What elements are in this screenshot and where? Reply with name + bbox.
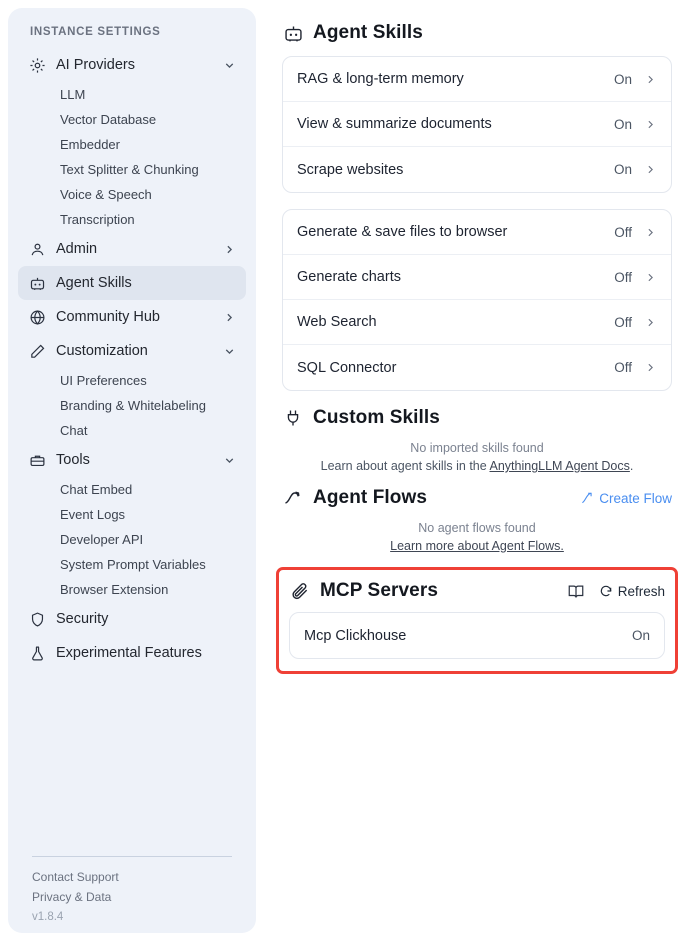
privacy-data-link[interactable]: Privacy & Data	[32, 890, 112, 904]
chevron-right-icon	[644, 316, 657, 329]
sidebar-footer	[18, 856, 246, 925]
footer-divider	[32, 856, 232, 857]
sidebar-subitem-embedder[interactable]: Embedder	[60, 137, 120, 152]
refresh-mcp-button[interactable]	[599, 584, 665, 599]
skill-state: Off	[614, 224, 632, 240]
refresh-icon	[599, 584, 613, 598]
chevron-down-icon	[222, 58, 236, 72]
sidebar-item-tools[interactable]	[18, 443, 246, 477]
chevron-down-icon	[222, 453, 236, 467]
sidebar-subitem-branding[interactable]: Branding & Whitelabeling	[60, 398, 206, 413]
custom-skills-title: Custom Skills	[313, 407, 440, 428]
skill-name: Generate charts	[297, 269, 401, 285]
custom-skills-learn	[282, 459, 672, 473]
skill-state: Off	[614, 269, 632, 285]
agent-flows-empty: No agent flows found	[418, 521, 536, 535]
shield-icon	[28, 610, 46, 628]
skill-row-rag-memory[interactable]	[283, 57, 671, 102]
sidebar-item-label: AI Providers	[56, 57, 135, 73]
chevron-right-icon	[644, 73, 657, 86]
skill-row-scrape-websites[interactable]	[283, 147, 671, 192]
create-flow-label: Create Flow	[599, 490, 672, 506]
sidebar-subitem-chat[interactable]: Chat	[60, 423, 88, 438]
sidebar-subitem-developer-api[interactable]: Developer API	[60, 532, 144, 547]
sidebar-subitem-event-logs[interactable]: Event Logs	[60, 507, 126, 522]
sidebar-subitem-vector-database[interactable]: Vector Database	[60, 112, 157, 127]
agent-flows-header	[282, 487, 672, 509]
custom-skills-learn-prefix: Learn about agent skills in the	[320, 459, 490, 473]
mcp-servers-list	[289, 612, 665, 659]
sidebar-group-customization	[18, 334, 246, 443]
main-content	[264, 0, 690, 933]
mcp-server-state: On	[631, 628, 650, 643]
sidebar-item-ai-providers[interactable]	[18, 48, 246, 82]
chevron-right-icon	[644, 361, 657, 374]
sidebar-item-agent-skills[interactable]	[18, 266, 246, 300]
sidebar-subitem-transcription[interactable]: Transcription	[60, 212, 135, 227]
anythingllm-agent-docs-link[interactable]: AnythingLLM Agent Docs	[489, 459, 630, 473]
sidebar-group-ai-providers	[18, 48, 246, 232]
skill-state: Off	[614, 314, 632, 330]
admin-icon	[28, 240, 46, 258]
chevron-right-icon	[222, 310, 236, 324]
chevron-right-icon	[644, 226, 657, 239]
flask-icon	[28, 644, 46, 662]
sidebar-subitem-ui-preferences[interactable]: UI Preferences	[60, 373, 147, 388]
sidebar-item-community-hub[interactable]	[18, 300, 246, 334]
book-icon[interactable]	[567, 582, 585, 600]
pencil-icon	[28, 342, 46, 360]
sidebar-item-security[interactable]	[18, 602, 246, 636]
custom-skills-learn-suffix: .	[629, 459, 634, 473]
skill-name: SQL Connector	[297, 359, 397, 376]
sidebar-subitem-browser-extension[interactable]: Browser Extension	[60, 582, 169, 597]
version-label: v1.8.4	[32, 911, 64, 923]
skill-row-view-summarize[interactable]	[283, 102, 671, 147]
agent-skills-group-one	[282, 56, 672, 193]
skill-name: Scrape websites	[297, 161, 404, 178]
globe-icon	[28, 308, 46, 326]
flow-icon	[282, 487, 304, 509]
sidebar-subitem-llm[interactable]: LLM	[60, 87, 86, 102]
sidebar-item-customization[interactable]	[18, 334, 246, 368]
skill-name: Generate & save files to browser	[297, 224, 508, 240]
sidebar-title: INSTANCE SETTINGS	[30, 26, 161, 38]
sidebar-item-label: Admin	[56, 241, 98, 257]
agent-flows-learn	[282, 539, 672, 553]
mcp-servers-highlight	[276, 567, 678, 674]
chevron-down-icon	[222, 344, 236, 358]
skill-row-generate-charts[interactable]	[283, 255, 671, 300]
skill-state: On	[613, 162, 632, 177]
sidebar-subitem-chat-embed[interactable]: Chat Embed	[60, 482, 133, 497]
sidebar-item-label: Experimental Features	[56, 645, 202, 661]
mcp-servers-actions	[567, 582, 665, 600]
custom-skills-header	[282, 407, 672, 429]
skill-row-web-search[interactable]	[283, 300, 671, 345]
chevron-right-icon	[222, 242, 236, 256]
sidebar-item-label: Security	[56, 611, 109, 627]
robot-icon	[282, 22, 304, 44]
agent-skills-header	[282, 22, 672, 44]
skill-state: On	[613, 71, 632, 87]
toolbox-icon	[28, 451, 46, 469]
sidebar-panel	[8, 8, 256, 933]
contact-support-link[interactable]: Contact Support	[32, 870, 119, 884]
skill-state: Off	[614, 360, 632, 375]
sidebar-item-label: Agent Skills	[56, 275, 132, 291]
refresh-label: Refresh	[617, 583, 665, 599]
skill-name: RAG & long-term memory	[297, 71, 464, 87]
plug-icon	[282, 407, 304, 429]
sidebar-item-label: Community Hub	[56, 309, 160, 325]
flow-create-icon	[580, 491, 594, 505]
skill-row-generate-save-files[interactable]	[283, 210, 671, 255]
skill-name: View & summarize documents	[297, 116, 492, 132]
skill-row-sql-connector[interactable]	[283, 345, 671, 390]
mcp-servers-title: MCP Servers	[320, 580, 438, 601]
mcp-server-row[interactable]	[290, 613, 664, 658]
sidebar-subitem-text-splitter[interactable]: Text Splitter & Chunking	[60, 162, 199, 177]
paperclip-icon	[289, 580, 311, 602]
chevron-right-icon	[644, 271, 657, 284]
sidebar-item-experimental-features[interactable]	[18, 636, 246, 670]
create-flow-button[interactable]	[580, 491, 672, 506]
sparkle-icon	[28, 56, 46, 74]
agent-skills-group-two	[282, 209, 672, 391]
chevron-right-icon	[644, 163, 657, 176]
skill-state: On	[613, 116, 632, 132]
custom-skills-empty: No imported skills found	[410, 441, 544, 455]
sidebar-item-admin[interactable]	[18, 232, 246, 266]
sidebar-subitem-system-prompt-variables[interactable]: System Prompt Variables	[60, 557, 206, 572]
page-title: Agent Skills	[313, 22, 423, 43]
skill-name: Web Search	[297, 314, 377, 330]
robot-icon	[28, 274, 46, 292]
mcp-server-name: Mcp Clickhouse	[304, 627, 407, 644]
sidebar-item-label: Customization	[56, 343, 148, 359]
sidebar-subitem-voice-speech[interactable]: Voice & Speech	[60, 187, 152, 202]
mcp-servers-header	[289, 580, 665, 602]
agent-flows-actions	[580, 491, 672, 506]
sidebar	[0, 0, 264, 933]
agent-flows-title: Agent Flows	[313, 487, 428, 508]
sidebar-group-tools	[18, 443, 246, 602]
sidebar-item-label: Tools	[56, 452, 90, 468]
chevron-right-icon	[644, 118, 657, 131]
learn-more-agent-flows-link[interactable]: Learn more about Agent Flows.	[390, 539, 564, 553]
